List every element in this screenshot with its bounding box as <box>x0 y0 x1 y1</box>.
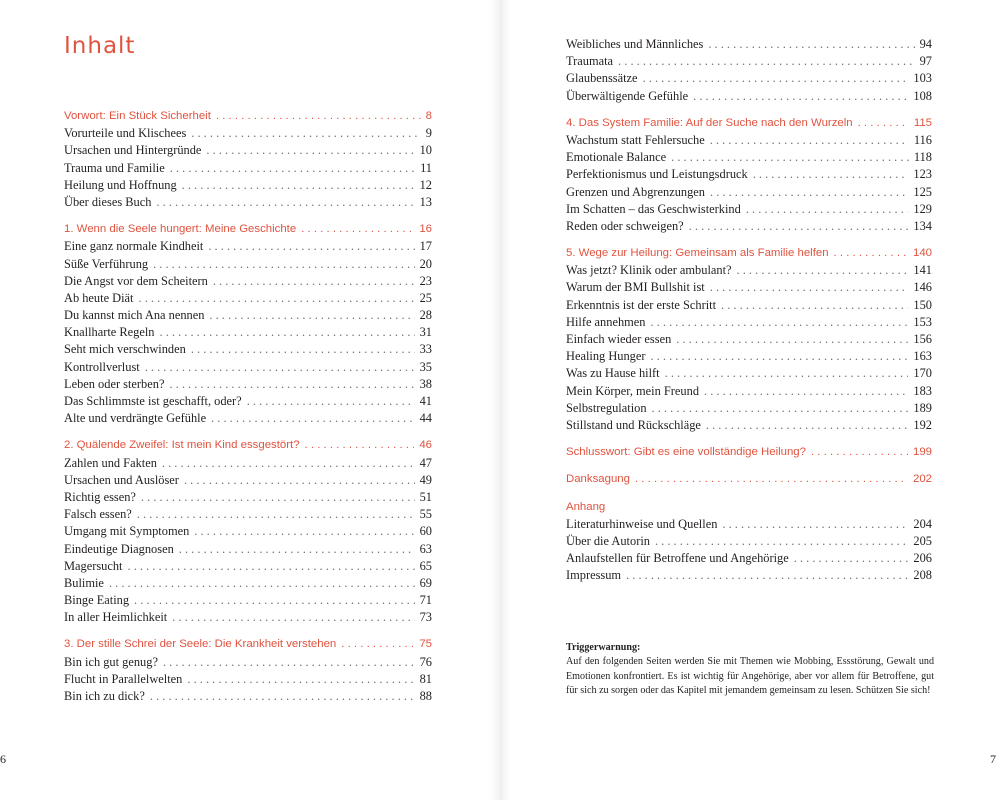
toc-chapter-heading[interactable] <box>566 444 932 461</box>
toc-entry[interactable] <box>566 149 932 166</box>
toc-entry-label: Ab heute Diät <box>64 290 134 305</box>
toc-entry[interactable] <box>566 218 932 235</box>
toc-entry[interactable] <box>566 348 932 365</box>
toc-entry-page-number: 115 <box>913 116 932 129</box>
toc-entry[interactable] <box>64 142 432 159</box>
toc-entry-page-number: 189 <box>913 400 932 415</box>
toc-entry[interactable] <box>64 472 432 489</box>
toc-entry-label: Danksagung <box>566 473 630 486</box>
dot-leader <box>213 273 415 290</box>
dot-leader <box>693 88 908 105</box>
toc-entry-label: Flucht in Parallelwelten <box>64 671 183 686</box>
toc-entry-label: Richtig essen? <box>64 489 136 504</box>
toc-left-column <box>64 108 432 705</box>
toc-entry-label: Leben oder sterben? <box>64 376 165 391</box>
toc-right-column <box>566 36 932 584</box>
dot-leader <box>145 359 415 376</box>
dot-leader <box>676 331 908 348</box>
toc-entry-page-number: 35 <box>419 359 432 374</box>
toc-entry[interactable] <box>64 341 432 358</box>
toc-entry-page-number: 47 <box>419 455 432 470</box>
toc-entry-label: 4. Das System Familie: Auf der Suche nach den Wurzeln <box>566 116 853 129</box>
toc-entry[interactable] <box>64 592 432 609</box>
toc-chapter-heading[interactable] <box>566 115 932 132</box>
dot-leader <box>109 575 415 592</box>
dot-leader <box>172 609 414 626</box>
toc-entry-label: 2. Quälende Zweifel: Ist mein Kind essgestört? <box>64 439 300 452</box>
toc-entry-page-number: 156 <box>913 332 932 346</box>
toc-entry-page-number: 206 <box>913 551 932 566</box>
toc-chapter-heading[interactable] <box>566 245 932 262</box>
toc-entry-label: Schlusswort: Gibt es eine vollständige Heilung? <box>566 446 806 459</box>
toc-entry-page-number: 81 <box>419 671 432 686</box>
toc-entry[interactable] <box>64 376 432 393</box>
toc-entry-label: Trauma und Familie <box>64 160 165 175</box>
toc-entry[interactable] <box>566 297 932 314</box>
dot-leader <box>137 506 415 523</box>
toc-entry-label: Ursachen und Auslöser <box>64 472 179 487</box>
dot-leader <box>153 256 415 273</box>
toc-entry-page-number: 44 <box>419 411 432 426</box>
toc-entry-page-number: 8 <box>425 110 432 122</box>
toc-entry-label: Seht mich verschwinden <box>64 342 186 357</box>
toc-entry-label: Das Schlimmste ist geschafft, oder? <box>64 394 242 408</box>
dot-leader <box>128 558 415 575</box>
toc-entry-label: Selbstregulation <box>566 400 647 415</box>
dot-leader <box>170 160 415 177</box>
toc-entry-page-number: 13 <box>419 194 432 209</box>
toc-entry-label: Binge Eating <box>64 593 130 608</box>
toc-entry-label: Healing Hunger <box>566 349 646 364</box>
gutter-shadow <box>490 0 500 800</box>
toc-entry[interactable] <box>566 331 932 348</box>
toc-entry-page-number: 140 <box>912 247 932 260</box>
dot-leader <box>209 307 414 324</box>
toc-entry[interactable] <box>64 273 432 290</box>
dot-leader <box>184 472 415 489</box>
dot-leader <box>169 376 414 393</box>
page-number-right: 7 <box>990 752 996 766</box>
toc-entry-page-number: 76 <box>419 654 432 669</box>
toc-entry-page-number: 199 <box>912 446 932 459</box>
toc-entry-page-number: 17 <box>419 239 432 254</box>
section-spacer <box>566 235 932 245</box>
toc-entry-page-number: 63 <box>419 541 432 556</box>
dot-leader <box>737 262 909 279</box>
toc-entry-page-number: 163 <box>913 349 932 364</box>
toc-entry[interactable] <box>64 256 432 273</box>
toc-entry[interactable] <box>64 575 432 592</box>
toc-entry-page-number: 69 <box>419 575 432 590</box>
toc-entry-label: Hilfe annehmen <box>566 314 646 329</box>
toc-entry[interactable] <box>566 166 932 183</box>
toc-entry-label: Über dieses Buch <box>64 194 152 209</box>
trigger-warning-text: Auf den folgenden Seiten werden Sie mit Themen wie Mobbing, Essstörung, Gewalt und Emotionen konfrontiert. Es ist wichtig für Angehörige, aber vor allem für Betroffene, gut für sich zu sorgen oder das Kapitel mit jemandem gemeinsam zu lesen. Schützen Sie sich! <box>566 656 934 697</box>
dot-leader <box>655 533 908 550</box>
dot-leader <box>643 70 909 87</box>
toc-entry[interactable] <box>566 533 932 550</box>
toc-entry-page-number: 65 <box>419 558 432 573</box>
toc-entry-label: Vorwort: Ein Stück Sicherheit <box>64 110 211 122</box>
toc-entry-page-number: 103 <box>913 71 932 86</box>
toc-entry-page-number: 23 <box>419 273 432 288</box>
toc-entry-page-number: 134 <box>913 218 932 233</box>
toc-entry-page-number: 28 <box>419 308 432 323</box>
section-spacer <box>64 626 432 636</box>
toc-entry-page-number: 71 <box>419 593 432 608</box>
dot-leader <box>618 53 915 70</box>
toc-entry-label: Bulimie <box>64 575 104 590</box>
dot-leader <box>301 221 414 238</box>
dot-leader <box>182 177 415 194</box>
toc-entry-label: Heilung und Hoffnung <box>64 177 177 192</box>
dot-leader <box>794 550 909 567</box>
toc-entry[interactable] <box>566 184 932 201</box>
toc-entry[interactable] <box>64 523 432 540</box>
toc-appendix-heading: Anhang <box>566 500 606 513</box>
dot-leader <box>689 218 909 235</box>
dot-leader <box>811 444 908 461</box>
dot-leader <box>341 636 414 653</box>
toc-entry-page-number: 153 <box>913 314 932 329</box>
dot-leader <box>671 149 909 166</box>
dot-leader <box>650 314 908 331</box>
dot-leader <box>650 348 908 365</box>
toc-entry-label: Emotionale Balance <box>566 150 667 165</box>
section-spacer <box>566 434 932 444</box>
toc-entry[interactable] <box>566 417 932 434</box>
toc-entry[interactable] <box>566 550 932 567</box>
dot-leader <box>722 516 908 533</box>
section-spacer <box>566 489 932 499</box>
toc-entry-label: Falsch essen? <box>64 507 132 522</box>
toc-entry[interactable] <box>64 238 432 255</box>
toc-entry-page-number: 38 <box>419 376 432 391</box>
toc-entry-label: Zahlen und Fakten <box>64 455 157 470</box>
dot-leader <box>179 541 415 558</box>
dot-leader <box>191 125 421 142</box>
toc-entry-label: Eindeutige Diagnosen <box>64 541 174 556</box>
page-number-left: 6 <box>0 752 6 766</box>
toc-entry-label: Warum der BMI Bullshit ist <box>566 280 705 295</box>
toc-entry[interactable] <box>64 324 432 341</box>
toc-entry-label: Glaubenssätze <box>566 71 638 86</box>
trigger-warning-title: Triggerwarnung: <box>566 642 641 653</box>
dot-leader <box>150 688 415 705</box>
toc-entry-label: Die Angst vor dem Scheitern <box>64 273 208 288</box>
toc-entry-label: Was jetzt? Klinik oder ambulant? <box>566 263 732 278</box>
toc-entry[interactable] <box>566 262 932 279</box>
toc-entry-page-number: 20 <box>419 256 432 271</box>
toc-entry-page-number: 129 <box>913 201 932 216</box>
toc-entry-page-number: 25 <box>419 290 432 305</box>
dot-leader <box>194 523 414 540</box>
toc-entry-label: Überwältigende Gefühle <box>566 88 689 103</box>
dot-leader <box>162 455 415 472</box>
toc-entry-page-number: 73 <box>419 610 432 625</box>
toc-entry-label: Süße Verführung <box>64 256 149 271</box>
toc-entry[interactable] <box>64 359 432 376</box>
toc-entry[interactable] <box>566 36 932 53</box>
section-spacer <box>64 211 432 221</box>
toc-entry-page-number: 183 <box>913 383 932 398</box>
dot-leader <box>141 489 415 506</box>
toc-entry[interactable] <box>566 132 932 149</box>
toc-entry-label: 1. Wenn die Seele hungert: Meine Geschichte <box>64 223 297 236</box>
toc-entry[interactable] <box>566 279 932 296</box>
toc-entry[interactable] <box>566 400 932 417</box>
dot-leader <box>187 671 414 688</box>
toc-entry-label: Mein Körper, mein Freund <box>566 383 700 398</box>
toc-entry-label: Bin ich gut genug? <box>64 654 158 669</box>
toc-entry-page-number: 97 <box>919 54 932 69</box>
dot-leader <box>163 654 415 671</box>
toc-entry-page-number: 11 <box>420 160 432 175</box>
toc-chapter-heading[interactable] <box>566 471 932 488</box>
toc-entry-page-number: 10 <box>419 143 432 158</box>
dot-leader <box>706 417 909 434</box>
toc-entry-page-number: 192 <box>913 417 932 432</box>
dot-leader <box>134 592 415 609</box>
toc-chapter-heading[interactable] <box>64 636 432 653</box>
toc-entry[interactable] <box>566 567 932 584</box>
toc-entry-page-number: 41 <box>419 394 432 408</box>
dot-leader <box>160 324 415 341</box>
toc-entry-label: Knallharte Regeln <box>64 325 155 340</box>
toc-entry-page-number: 12 <box>419 177 432 192</box>
toc-entry-page-number: 33 <box>419 342 432 357</box>
toc-entry-page-number: 202 <box>912 473 932 486</box>
toc-entry-page-number: 118 <box>913 150 932 165</box>
dot-leader <box>652 400 909 417</box>
toc-entry-label: 3. Der stille Schrei der Seele: Die Krankheit verstehen <box>64 638 337 651</box>
toc-entry[interactable] <box>566 201 932 218</box>
toc-entry-label: Weibliches und Männliches <box>566 37 704 51</box>
section-spacer <box>566 105 932 115</box>
toc-entry-page-number: 75 <box>419 638 432 651</box>
toc-entry[interactable] <box>64 410 432 427</box>
dot-leader <box>834 245 908 262</box>
toc-entry[interactable] <box>64 506 432 523</box>
dot-leader <box>665 365 909 382</box>
toc-entry-page-number: 125 <box>913 184 932 199</box>
toc-entry-page-number: 141 <box>913 263 932 278</box>
toc-entry[interactable] <box>64 609 432 626</box>
toc-entry[interactable] <box>64 541 432 558</box>
toc-entry-page-number: 31 <box>419 325 432 340</box>
dot-leader <box>746 201 909 218</box>
gutter-shadow <box>500 0 510 800</box>
toc-entry-page-number: 51 <box>419 489 432 504</box>
page-title: Inhalt <box>64 33 136 59</box>
toc-entry[interactable] <box>64 125 432 142</box>
toc-entry-page-number: 88 <box>419 689 432 703</box>
toc-entry[interactable] <box>64 489 432 506</box>
toc-entry[interactable] <box>566 365 932 382</box>
toc-entry-label: Traumata <box>566 54 614 69</box>
toc-entry[interactable] <box>64 393 432 410</box>
toc-entry[interactable] <box>566 70 932 87</box>
toc-entry-page-number: 170 <box>913 366 932 381</box>
toc-entry-label: Ursachen und Hintergründe <box>64 143 202 158</box>
toc-entry-page-number: 55 <box>419 507 432 522</box>
toc-entry-label: Erkenntnis ist der erste Schritt <box>566 297 717 312</box>
toc-entry-label: Eine ganz normale Kindheit <box>64 239 204 254</box>
toc-entry-label: 5. Wege zur Heilung: Gemeinsam als Familie helfen <box>566 247 829 260</box>
dot-leader <box>721 297 908 314</box>
toc-entry-page-number: 146 <box>913 280 932 295</box>
dot-leader <box>216 108 421 125</box>
toc-entry[interactable] <box>566 383 932 400</box>
toc-entry-page-number: 46 <box>419 439 432 452</box>
dot-leader <box>708 36 914 53</box>
toc-entry-label: Du kannst mich Ana nennen <box>64 308 205 323</box>
toc-entry-label: Perfektionismus und Leistungsdruck <box>566 167 748 182</box>
toc-entry-page-number: 205 <box>913 533 932 548</box>
dot-leader <box>635 471 908 488</box>
section-spacer <box>64 427 432 437</box>
toc-entry[interactable] <box>64 194 432 211</box>
toc-chapter-heading[interactable] <box>64 108 432 125</box>
dot-leader <box>208 238 414 255</box>
dot-leader <box>211 410 415 427</box>
toc-entry[interactable] <box>566 314 932 331</box>
toc-entry-page-number: 123 <box>913 167 932 182</box>
toc-entry-label: Umgang mit Symptomen <box>64 524 190 539</box>
toc-entry-label: Literaturhinweise und Quellen <box>566 516 718 531</box>
toc-entry[interactable] <box>566 53 932 70</box>
toc-entry[interactable] <box>566 88 932 105</box>
dot-leader <box>704 383 908 400</box>
toc-entry[interactable] <box>64 160 432 177</box>
toc-chapter-heading[interactable] <box>64 437 432 454</box>
section-spacer <box>566 461 932 471</box>
dot-leader <box>156 194 414 211</box>
toc-entry-label: Im Schatten – das Geschwisterkind <box>566 201 741 216</box>
dot-leader <box>710 132 909 149</box>
dot-leader <box>305 437 415 454</box>
dot-leader <box>710 184 908 201</box>
toc-entry-label: Über die Autorin <box>566 533 650 548</box>
toc-entry-label: Magersucht <box>64 558 123 573</box>
toc-entry[interactable] <box>64 558 432 575</box>
toc-entry-label: Kontrollverlust <box>64 359 140 374</box>
toc-entry-page-number: 94 <box>919 37 932 51</box>
toc-entry-page-number: 60 <box>419 524 432 539</box>
toc-entry-label: In aller Heimlichkeit <box>64 610 168 625</box>
toc-entry-page-number: 208 <box>913 568 932 583</box>
dot-leader <box>710 279 909 296</box>
toc-entry[interactable] <box>566 516 932 533</box>
dot-leader <box>191 341 415 358</box>
trigger-warning <box>566 641 934 699</box>
toc-entry[interactable] <box>64 177 432 194</box>
toc-entry-page-number: 49 <box>419 472 432 487</box>
dot-leader <box>139 290 415 307</box>
toc-entry-page-number: 16 <box>419 223 432 236</box>
dot-leader <box>206 142 414 159</box>
toc-entry-page-number: 108 <box>913 88 932 103</box>
dot-leader <box>247 393 415 410</box>
toc-entry-label: Stillstand und Rückschläge <box>566 417 701 432</box>
toc-entry-page-number: 9 <box>425 126 432 141</box>
toc-entry-label: Wachstum statt Fehlersuche <box>566 132 705 147</box>
toc-entry[interactable] <box>64 688 432 705</box>
toc-entry-label: Impressum <box>566 568 622 583</box>
dot-leader <box>753 166 909 183</box>
toc-entry-page-number: 150 <box>913 297 932 312</box>
toc-entry[interactable] <box>64 307 432 324</box>
dot-leader <box>626 567 908 584</box>
toc-chapter-heading[interactable] <box>64 221 432 238</box>
toc-entry[interactable] <box>64 455 432 472</box>
toc-entry-label: Grenzen und Abgrenzungen <box>566 184 706 199</box>
toc-entry-page-number: 204 <box>913 516 932 531</box>
toc-entry[interactable] <box>64 654 432 671</box>
toc-entry-label: Reden oder schweigen? <box>566 218 684 233</box>
toc-entry-label: Einfach wieder essen <box>566 332 672 346</box>
toc-entry-page-number: 116 <box>913 132 932 147</box>
toc-entry[interactable] <box>64 290 432 307</box>
toc-entry-label: Vorurteile und Klischees <box>64 126 187 141</box>
toc-entry-label: Was zu Hause hilft <box>566 366 660 381</box>
toc-entry-label: Alte und verdrängte Gefühle <box>64 411 207 426</box>
toc-entry-label: Anlaufstellen für Betroffene und Angehörige <box>566 551 789 566</box>
dot-leader <box>858 115 909 132</box>
toc-entry-label: Bin ich zu dick? <box>64 689 145 703</box>
toc-entry[interactable] <box>64 671 432 688</box>
